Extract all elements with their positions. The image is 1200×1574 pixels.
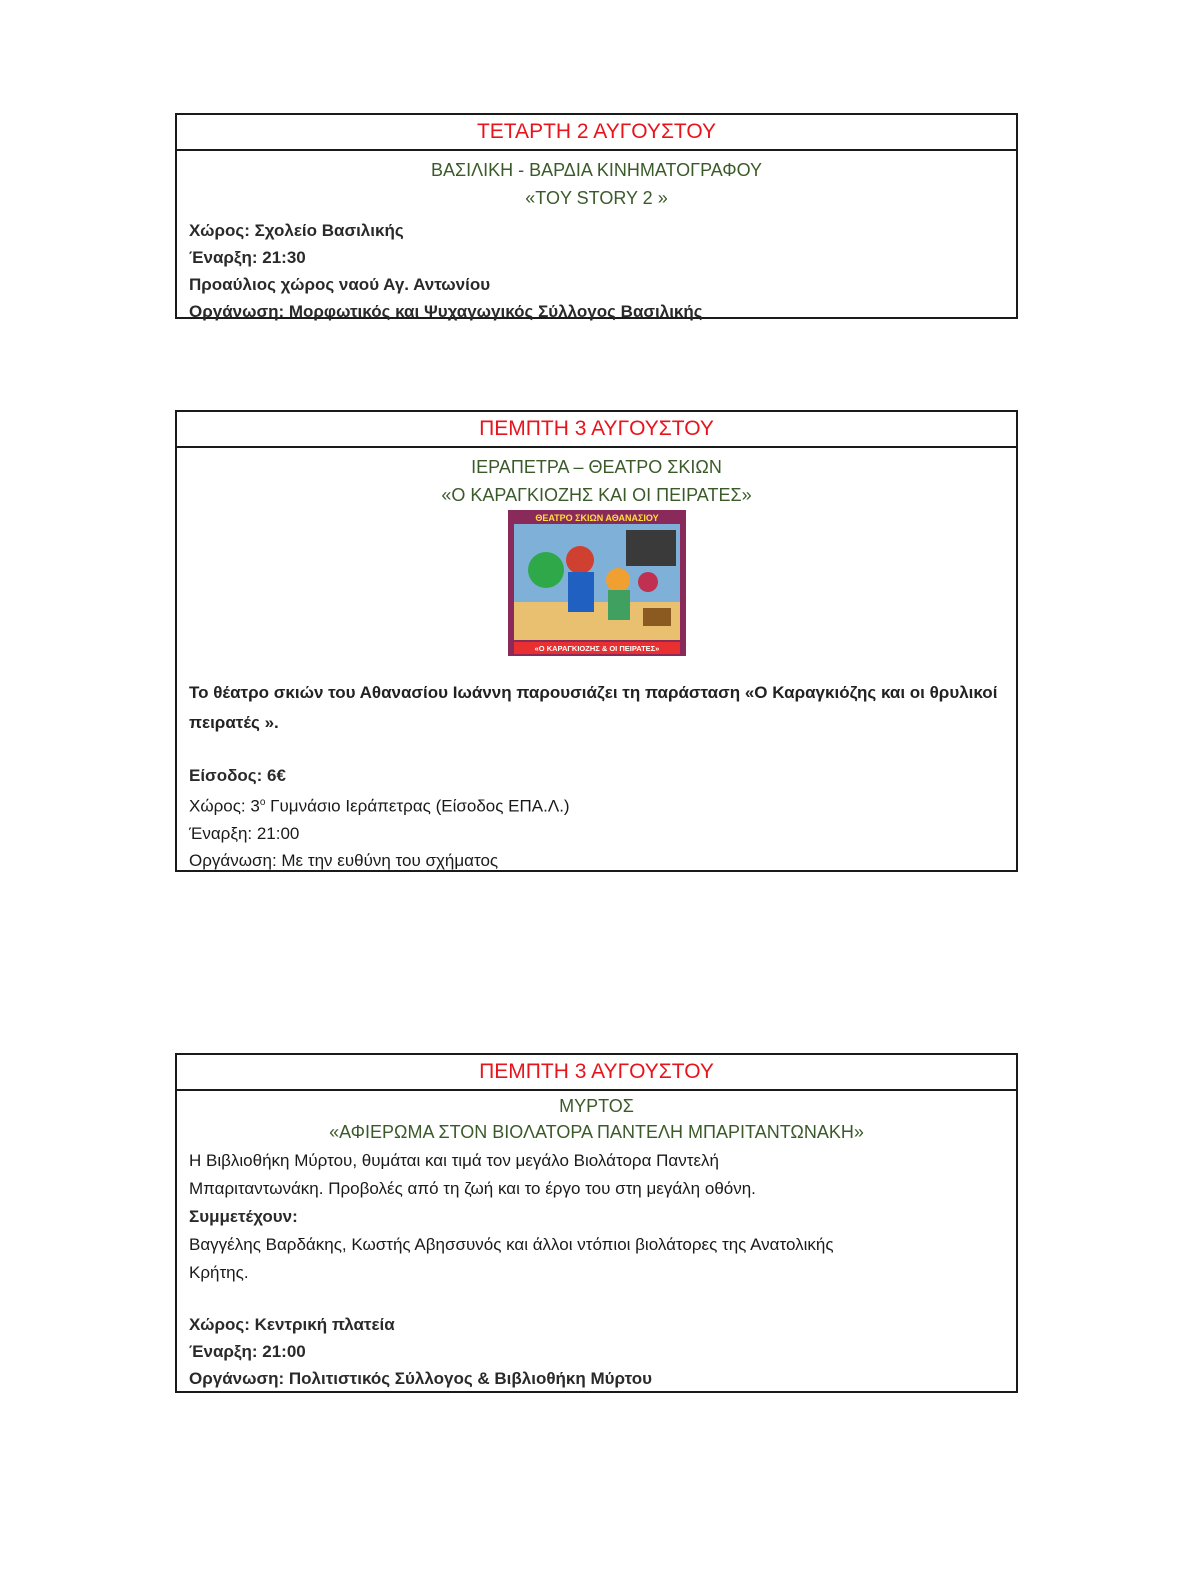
event-venue: [189, 789, 1004, 820]
show-poster-image: [508, 510, 686, 656]
poster-top-text: ΘΕΑΤΡΟ ΣΚΙΩΝ ΑΘΑΝΑΣΙΟΥ: [534, 513, 659, 523]
event-description-line: Η Βιβλιοθήκη Μύρτου, θυμάται και τιμά τον μεγάλο Βιολάτορα Παντελή: [189, 1151, 720, 1170]
event-participants-cont: Κρήτης.: [189, 1263, 249, 1282]
poster-bottom-text: «Ο ΚΑΡΑΓΚΙΟΖΗΣ & ΟΙ ΠΕΙΡΑΤΕΣ»: [534, 644, 659, 653]
event-start-time: Έναρξη: 21:00: [189, 1342, 306, 1361]
event-description: Το θέατρο σκιών του Αθανασίου Ιωάννη παρουσιάζει τη παράσταση «Ο Καραγκιόζης και οι θρυλικοί πειρατές ».: [189, 683, 998, 732]
event-entry-fee: Είσοδος: 6€: [189, 766, 286, 785]
venue-ordinal: ο: [259, 797, 266, 808]
event-detail-line: Χώρος: Σχολείο Βασιλικής: [189, 221, 404, 240]
event-participants: Βαγγέλης Βαρδάκης, Κωστής Αβησσυνός και άλλοι ντόπιοι βιολάτορες της Ανατολικής: [189, 1235, 834, 1254]
event-title: ΙΕΡΑΠΕΤΡΑ – ΘΕΑΤΡΟ ΣΚΙΩΝ: [471, 457, 722, 477]
event-title: ΜΥΡΤΟΣ: [559, 1096, 634, 1116]
event-venue: Χώρος: Κεντρική πλατεία: [189, 1315, 395, 1334]
event-subtitle: «TOY STORY 2 »: [525, 188, 668, 208]
event-date-header: ΤΕΤΑΡΤΗ 2 ΑΥΓΟΥΣΤΟΥ: [177, 115, 1016, 151]
event-card-2: [175, 410, 1018, 872]
event-card-3: [175, 1053, 1018, 1393]
event-date-header: ΠΕΜΠΤΗ 3 ΑΥΓΟΥΣΤΟΥ: [177, 1055, 1016, 1091]
event-detail-line: Οργάνωση: Μορφωτικός και Ψυχαγωγικός Σύλλογος Βασιλικής: [189, 302, 703, 321]
event-detail-line: Προαύλιος χώρος ναού Αγ. Αντωνίου: [189, 275, 491, 294]
venue-prefix: Χώρος: 3: [189, 796, 260, 816]
event-title: ΒΑΣΙΛΙΚΗ - ΒΑΡΔΙΑ ΚΙΝΗΜΑΤΟΓΡΑΦΟΥ: [430, 160, 763, 180]
event-card-1: [175, 113, 1018, 319]
event-description-line: Μπαριταντωνάκη. Προβολές από τη ζωή και το έργο του στη μεγάλη οθόνη.: [189, 1179, 756, 1198]
event-date-header: ΠΕΜΠΤΗ 3 ΑΥΓΟΥΣΤΟΥ: [177, 412, 1016, 448]
venue-suffix: Γυμνάσιο Ιεράπετρας (Είσοδος ΕΠΑ.Λ.): [265, 796, 570, 816]
event-subtitle: «Ο ΚΑΡΑΓΚΙΟΖΗΣ ΚΑΙ ΟΙ ΠΕΙΡΑΤΕΣ»: [441, 485, 752, 505]
event-organizer: Οργάνωση: Με την ευθύνη του σχήματος: [189, 850, 499, 870]
event-detail-line: Έναρξη: 21:30: [189, 248, 306, 267]
event-organizer: Οργάνωση: Πολιτιστικός Σύλλογος & Βιβλιοθήκη Μύρτου: [189, 1369, 652, 1388]
event-start-time: Έναρξη: 21:00: [189, 823, 300, 843]
event-participants-label: Συμμετέχουν:: [189, 1207, 298, 1226]
event-subtitle: «ΑΦΙΕΡΩΜΑ ΣΤΟΝ ΒΙΟΛΑΤΟΡΑ ΠΑΝΤΕΛΗ ΜΠΑΡΙΤΑΝΤΩΝΑΚΗ»: [329, 1122, 864, 1142]
